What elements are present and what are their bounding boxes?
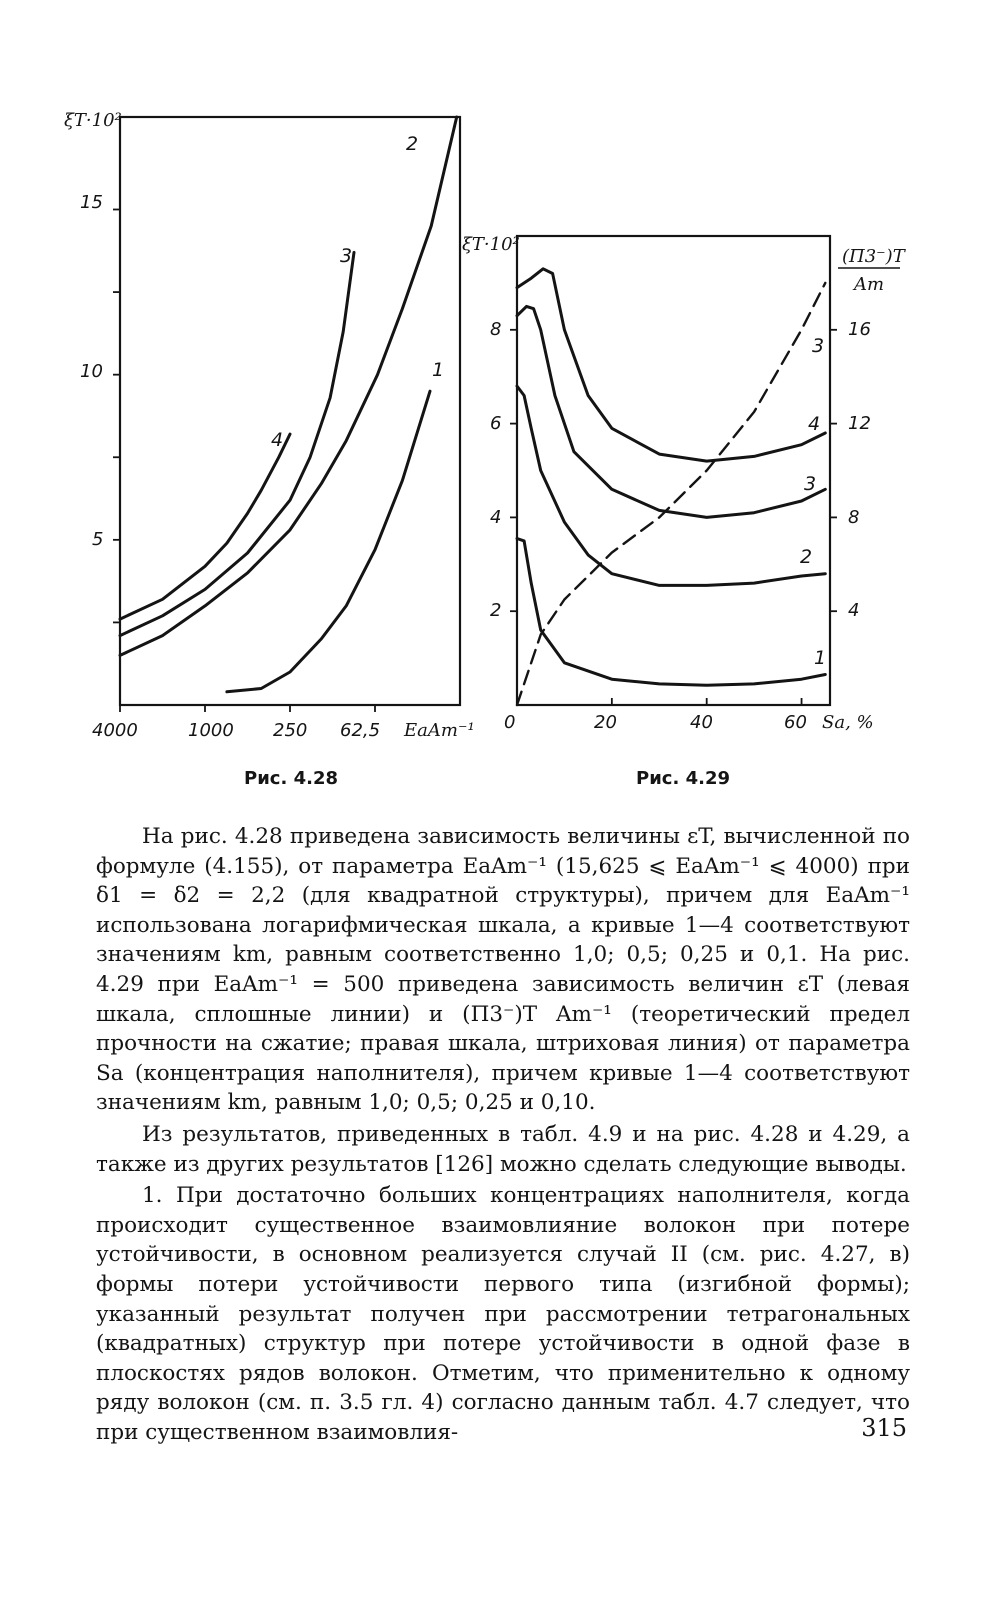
fig429-right-tick-label: 4 <box>848 600 860 621</box>
fig429-curve-4 <box>517 269 825 461</box>
fig428-curve-4 <box>120 434 290 619</box>
fig428-y-axis-title: ξT·10² <box>64 110 122 131</box>
fig429-plot-frame <box>517 236 830 705</box>
fig429-y-right-title-num: (П3⁻)T <box>842 246 905 267</box>
fig429-left-tick-label: 4 <box>490 507 502 528</box>
fig428-group <box>64 110 475 741</box>
paragraph: 1. При достаточно больших концентрациях наполнителя, когда происходит существенное взаимовлияние волокон при потере устойчивости, в основном реализуется случай II (см. рис. 4.27, в) формы потери устойчивости первого типа (изгибной формы); указанный результат получен при рассмотрении тетрагональных (квадратных) структур при потере устойчивости в одной фазе в плоскостях рядов волокон. Отметим, что применительно к одному ряду волокон (см. п. 3.5 гл. 4) согласно данным табл. 4.7 следует, что при существенном взаимовлия- <box>96 1183 910 1445</box>
fig429-curve-1 <box>517 539 825 686</box>
fig428-curve-3 <box>120 252 354 635</box>
paragraph: На рис. 4.28 приведена зависимость величины εT, вычисленной по формуле (4.155), от параметра EaAm⁻¹ (15,625 ⩽ EaAm⁻¹ ⩽ 4000) при δ1 = δ2 = 2,2 (для квадратной структуры), причем для EaAm⁻¹ использована логарифмическая шкала, а кривые 1—4 соответствуют значениям km, равным соответственно 1,0; 0,5; 0,25 и 0,1. На рис. 4.29 при EaAm⁻¹ = 500 приведена зависимость величин εT (левая шкала, сплошные линии) и (П3⁻)T Am⁻¹ (теоретический предел прочности на сжатие; правая шкала, штриховая линия) от параметра Sa (концентрация наполнителя), причем кривые 1—4 соответствуют значениям km, равным 1,0; 0,5; 0,25 и 0,10. <box>96 824 910 1116</box>
fig429-dashed-curve <box>517 283 825 705</box>
fig429-curve-label: 3 <box>804 473 817 495</box>
fig429-right-tick-label: 16 <box>848 319 871 340</box>
fig429-xtick-label: 40 <box>690 712 713 733</box>
fig429-left-tick-label: 2 <box>490 600 502 621</box>
fig428-curve-2 <box>120 117 457 655</box>
fig429-left-tick-label: 8 <box>490 319 502 340</box>
fig429-dashed-label: 3 <box>812 335 825 357</box>
fig428-ytick-label: 15 <box>80 192 103 213</box>
fig429-right-tick-label: 12 <box>848 413 871 434</box>
paragraph: Из результатов, приведенных в табл. 4.9 и на рис. 4.28 и 4.29, а также из других результатов [126] можно сделать следующие выводы. <box>96 1121 910 1177</box>
fig429-y-right-title-den: Am <box>854 274 885 295</box>
fig428-ytick-label: 10 <box>80 361 103 382</box>
fig428-curve-label: 1 <box>432 359 445 381</box>
fig428-ytick-label: 5 <box>92 529 104 550</box>
fig429-curve-label: 2 <box>800 546 813 568</box>
fig429-xtick-label: 0 <box>504 712 516 733</box>
fig429-ticks <box>510 330 837 705</box>
fig429-xtick-label: 20 <box>594 712 617 733</box>
fig429-curves <box>517 269 825 705</box>
fig428-caption: Рис. 4.28 <box>244 768 338 789</box>
fig429-curve-label: 4 <box>808 413 821 435</box>
fig428-xtick-label: 250 <box>273 720 308 741</box>
fig428-curve-label: 3 <box>340 245 353 267</box>
fig428-xtick-label: 62,5 <box>340 720 381 741</box>
fig428-curve-label: 4 <box>271 429 284 451</box>
fig428-xtick-label: 1000 <box>188 720 234 741</box>
fig429-right-tick-label: 8 <box>848 507 860 528</box>
body-text <box>96 822 910 1447</box>
fig429-curve-label: 1 <box>814 647 827 669</box>
fig429-xtick-label: 60 <box>784 712 807 733</box>
fig429-y-left-title: ξT·10² <box>462 234 520 255</box>
page-number: 315 <box>861 1414 907 1442</box>
fig429-x-axis-title: Sa, % <box>822 712 874 733</box>
fig428-plot-frame <box>120 117 460 705</box>
fig429-group <box>462 234 907 733</box>
fig428-curves <box>120 117 457 692</box>
fig428-curve-label: 2 <box>406 133 419 155</box>
fig429-left-tick-label: 6 <box>490 413 502 434</box>
fig428-xtick-label: 4000 <box>92 720 138 741</box>
fig429-caption: Рис. 4.29 <box>636 768 730 789</box>
fig428-x-axis-title: EaAm⁻¹ <box>404 720 475 741</box>
fig429-curve-3 <box>517 306 825 517</box>
